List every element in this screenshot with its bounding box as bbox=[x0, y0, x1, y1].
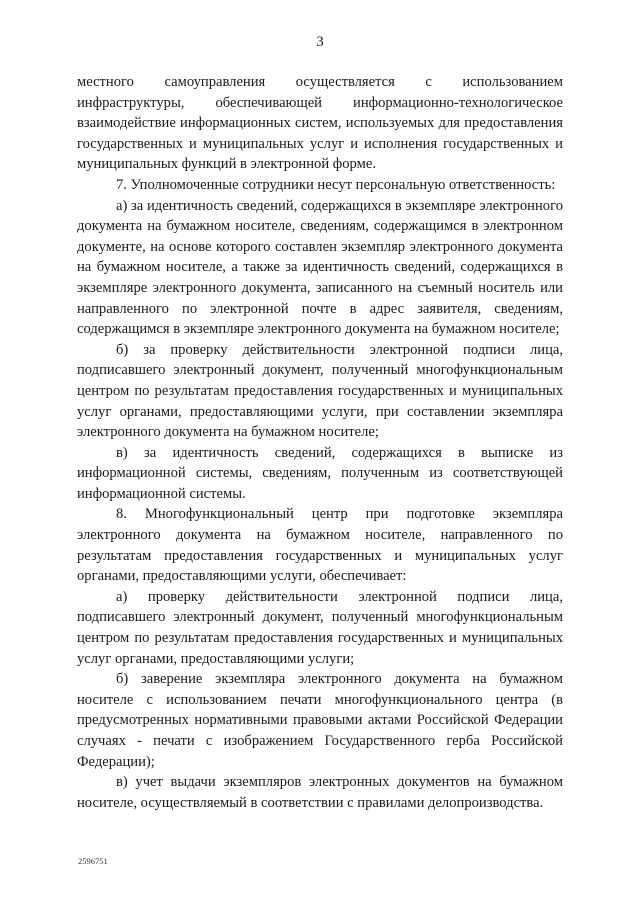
paragraph-clause-7: 7. Уполномоченные сотрудники несут персональную ответственность: bbox=[116, 176, 556, 193]
page-number: 3 bbox=[316, 34, 324, 50]
paragraph-clause-8b: б) заверение экземпляра электронного документа на бумажном носителе с использованием печати многофункционального центра (в предусмотренных нормативными правовыми актами Российской Федерации случаях - печати с изображением Государственного герба Российской Федерации); bbox=[77, 671, 563, 770]
paragraph-clause-7a: а) за идентичность сведений, содержащихся в экземпляре электронного документа на бумажном носителе, сведениям, содержащимся в электронном документе, на основе которого составлен экземпляр электронного документа на бумажном носителе, а также за идентичность сведений, содержащихся в экземпляре электронного документа, записанного на съемный носитель или направленного по электронной почте в адрес заявителя, сведениям, содержащимся в экземпляре электронного документа на бумажном носителе; bbox=[77, 197, 563, 338]
document-body bbox=[77, 72, 563, 813]
paragraph-clause-7c: в) за идентичность сведений, содержащихся в выписке из информационной системы, сведениям, полученным из соответствующей информационной системы. bbox=[77, 444, 563, 502]
paragraph-clause-8: 8. Многофункциональный центр при подготовке экземпляра электронного документа на бумажном носителе, направленного по результатам предоставления государственных и муниципальных услуг органами, предоставляющими услуги, обеспечивает: bbox=[77, 506, 563, 585]
paragraph-clause-8a: а) проверку действительности электронной подписи лица, подписавшего электронный документ, полученный многофункциональным центром по результатам предоставления государственных и муниципальных услуг органами, предоставляющими услуги; bbox=[77, 588, 563, 667]
paragraph-continuation: местного самоуправления осуществляется с использованием инфраструктуры, обеспечивающей информационно-технологическое взаимодействие информационных систем, используемых для предоставления государственных и муниципальных услуг и исполнения государственных и муниципальных функций в электронной форме. bbox=[77, 74, 563, 173]
paragraph-clause-7b: б) за проверку действительности электронной подписи лица, подписавшего электронный документ, полученный многофункциональным центром по результатам предоставления государственных и муниципальных услуг органами, предоставляющими услуги, при составлении экземпляра электронного документа на бумажном носителе; bbox=[77, 341, 563, 441]
document-code: 2596751 bbox=[78, 856, 108, 866]
paragraph-clause-8c: в) учет выдачи экземпляров электронных документов на бумажном носителе, осуществляемый в соответствии с правилами делопроизводства. bbox=[77, 774, 563, 811]
